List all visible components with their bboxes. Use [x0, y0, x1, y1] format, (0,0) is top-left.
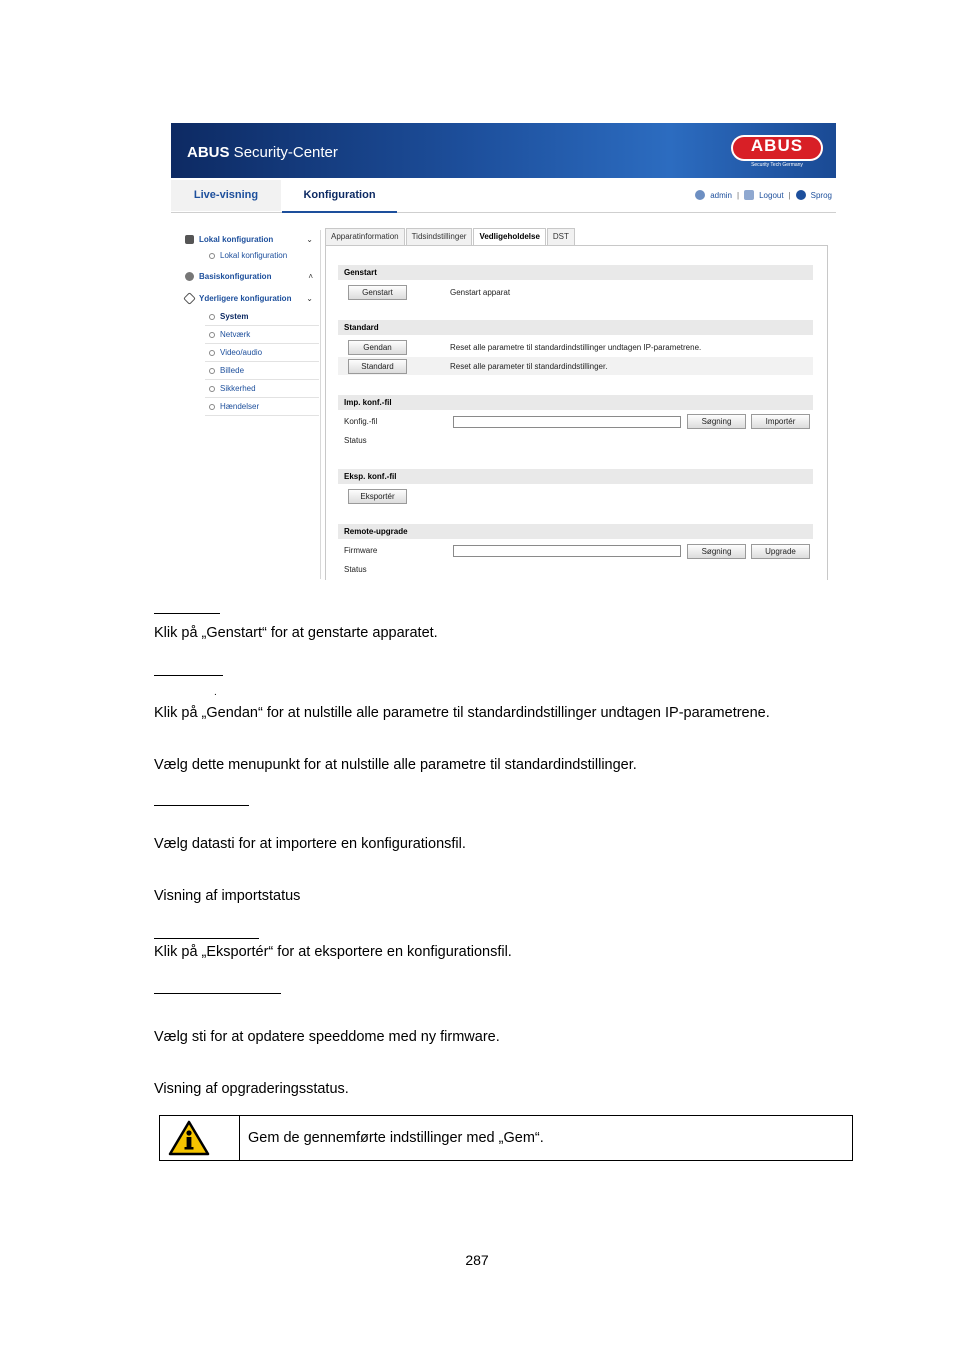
heading-rule	[154, 805, 249, 806]
language-link[interactable]: Sprog	[810, 190, 832, 200]
tab-time-settings[interactable]: Tidsindstillinger	[406, 228, 473, 245]
section-restart: Genstart	[338, 265, 813, 280]
sidebar-item-system[interactable]: System	[205, 308, 319, 326]
tab-device-info[interactable]: Apparatinformation	[325, 228, 405, 245]
paragraph-import-status: Visning af importstatus	[154, 888, 301, 904]
import-status-label: Status	[344, 436, 367, 445]
restart-button[interactable]: Genstart	[348, 285, 407, 300]
heading-rule	[154, 993, 281, 994]
note-text: Gem de gennemførte indstillinger med „Gem“.	[248, 1130, 544, 1146]
heading-rule	[154, 938, 259, 939]
bullet-icon	[209, 368, 215, 374]
user-icon	[695, 190, 705, 200]
sidebar-local-config[interactable]: Lokal konfiguration ⌄	[183, 230, 319, 249]
bullet-icon	[209, 253, 215, 259]
brand-title: ABUS Security-Center	[187, 144, 338, 161]
page-number: 287	[465, 1252, 489, 1268]
note-divider	[239, 1116, 240, 1160]
gear-icon	[185, 272, 194, 281]
restore-description: Reset alle parametre til standardindstillinger undtagen IP-parametrene.	[450, 343, 702, 352]
globe-icon	[796, 190, 806, 200]
export-button[interactable]: Eksportér	[348, 489, 407, 504]
upgrade-status-label: Status	[344, 565, 367, 574]
config-file-label: Konfig.-fil	[344, 417, 378, 426]
restore-button[interactable]: Gendan	[348, 340, 407, 355]
user-bar: admin | Logout | Sprog	[695, 190, 832, 200]
sidebar-item-video-audio[interactable]: Video/audio	[205, 344, 319, 362]
sidebar-divider	[320, 230, 321, 579]
import-button[interactable]: Importér	[751, 414, 810, 429]
paragraph-upgrade-status: Visning af opgraderingsstatus.	[154, 1081, 349, 1097]
bullet-icon	[209, 386, 215, 392]
sidebar-item-network[interactable]: Netværk	[205, 326, 319, 344]
tab-configuration[interactable]: Konfiguration	[282, 180, 397, 213]
chevron-up-icon: ˄	[308, 272, 313, 281]
logout-icon	[744, 190, 754, 200]
sidebar	[183, 230, 319, 416]
header-banner	[171, 123, 836, 178]
wrench-icon	[183, 292, 196, 305]
info-note	[159, 1115, 853, 1161]
bullet-icon	[209, 350, 215, 356]
paragraph-restart: Klik på „Genstart“ for at genstarte apparatet.	[154, 625, 438, 641]
section-import-config: Imp. konf.-fil	[338, 395, 813, 410]
screenshot	[171, 123, 836, 579]
paragraph-upgrade: Vælg sti for at opdatere speeddome med ny firmware.	[154, 1029, 500, 1045]
sidebar-item-events[interactable]: Hændelser	[205, 398, 319, 416]
restart-description: Genstart apparat	[450, 288, 511, 297]
default-button[interactable]: Standard	[348, 359, 407, 374]
chevron-down-icon: ⌄	[306, 235, 313, 244]
section-remote-upgrade: Remote-upgrade	[338, 524, 813, 539]
sidebar-item-local-config[interactable]: Lokal konfiguration	[205, 249, 319, 262]
chevron-down-icon: ⌄	[306, 294, 313, 303]
upgrade-button[interactable]: Upgrade	[751, 544, 810, 559]
abus-logo: ABUS	[731, 135, 823, 161]
section-standard: Standard	[338, 320, 813, 335]
nav-bar	[171, 180, 836, 213]
firmware-input[interactable]	[453, 545, 681, 557]
heading-rule	[154, 675, 223, 676]
monitor-icon	[185, 235, 194, 244]
firmware-label: Firmware	[344, 546, 378, 555]
default-description: Reset alle parameter til standardindstillinger.	[450, 362, 608, 371]
browse-firmware-button[interactable]: Søgning	[687, 544, 746, 559]
heading-rule	[154, 613, 220, 614]
stray-dot: .	[214, 687, 217, 698]
paragraph-export: Klik på „Eksportér“ for at eksportere en konfigurationsfil.	[154, 944, 512, 960]
bullet-icon	[209, 314, 215, 320]
sidebar-advanced-config[interactable]: Yderligere konfiguration ⌄	[183, 289, 319, 308]
logo-subtitle: Security Tech Germany	[751, 162, 803, 168]
paragraph-restore: Klik på „Gendan“ for at nulstille alle parametre til standardindstillinger undtagen IP-parametrene.	[154, 705, 770, 721]
tab-dst[interactable]: DST	[547, 228, 575, 245]
section-export-config: Eksp. konf.-fil	[338, 469, 813, 484]
content-tabs	[325, 228, 576, 245]
sidebar-item-security[interactable]: Sikkerhed	[205, 380, 319, 398]
sidebar-item-image[interactable]: Billede	[205, 362, 319, 380]
paragraph-import: Vælg datasti for at importere en konfigurationsfil.	[154, 836, 466, 852]
admin-link[interactable]: admin	[710, 190, 733, 200]
paragraph-default: Vælg dette menupunkt for at nulstille alle parametre til standardindstillinger.	[154, 757, 637, 773]
config-file-input[interactable]	[453, 416, 681, 428]
sidebar-basic-config[interactable]: Basiskonfiguration ˄	[183, 267, 319, 286]
logout-link[interactable]: Logout	[759, 190, 784, 200]
bullet-icon	[209, 404, 215, 410]
info-warning-icon	[168, 1120, 210, 1156]
bullet-icon	[209, 332, 215, 338]
tab-maintenance[interactable]: Vedligeholdelse	[473, 228, 545, 246]
browse-config-button[interactable]: Søgning	[687, 414, 746, 429]
tab-live-view[interactable]: Live-visning	[171, 180, 281, 211]
